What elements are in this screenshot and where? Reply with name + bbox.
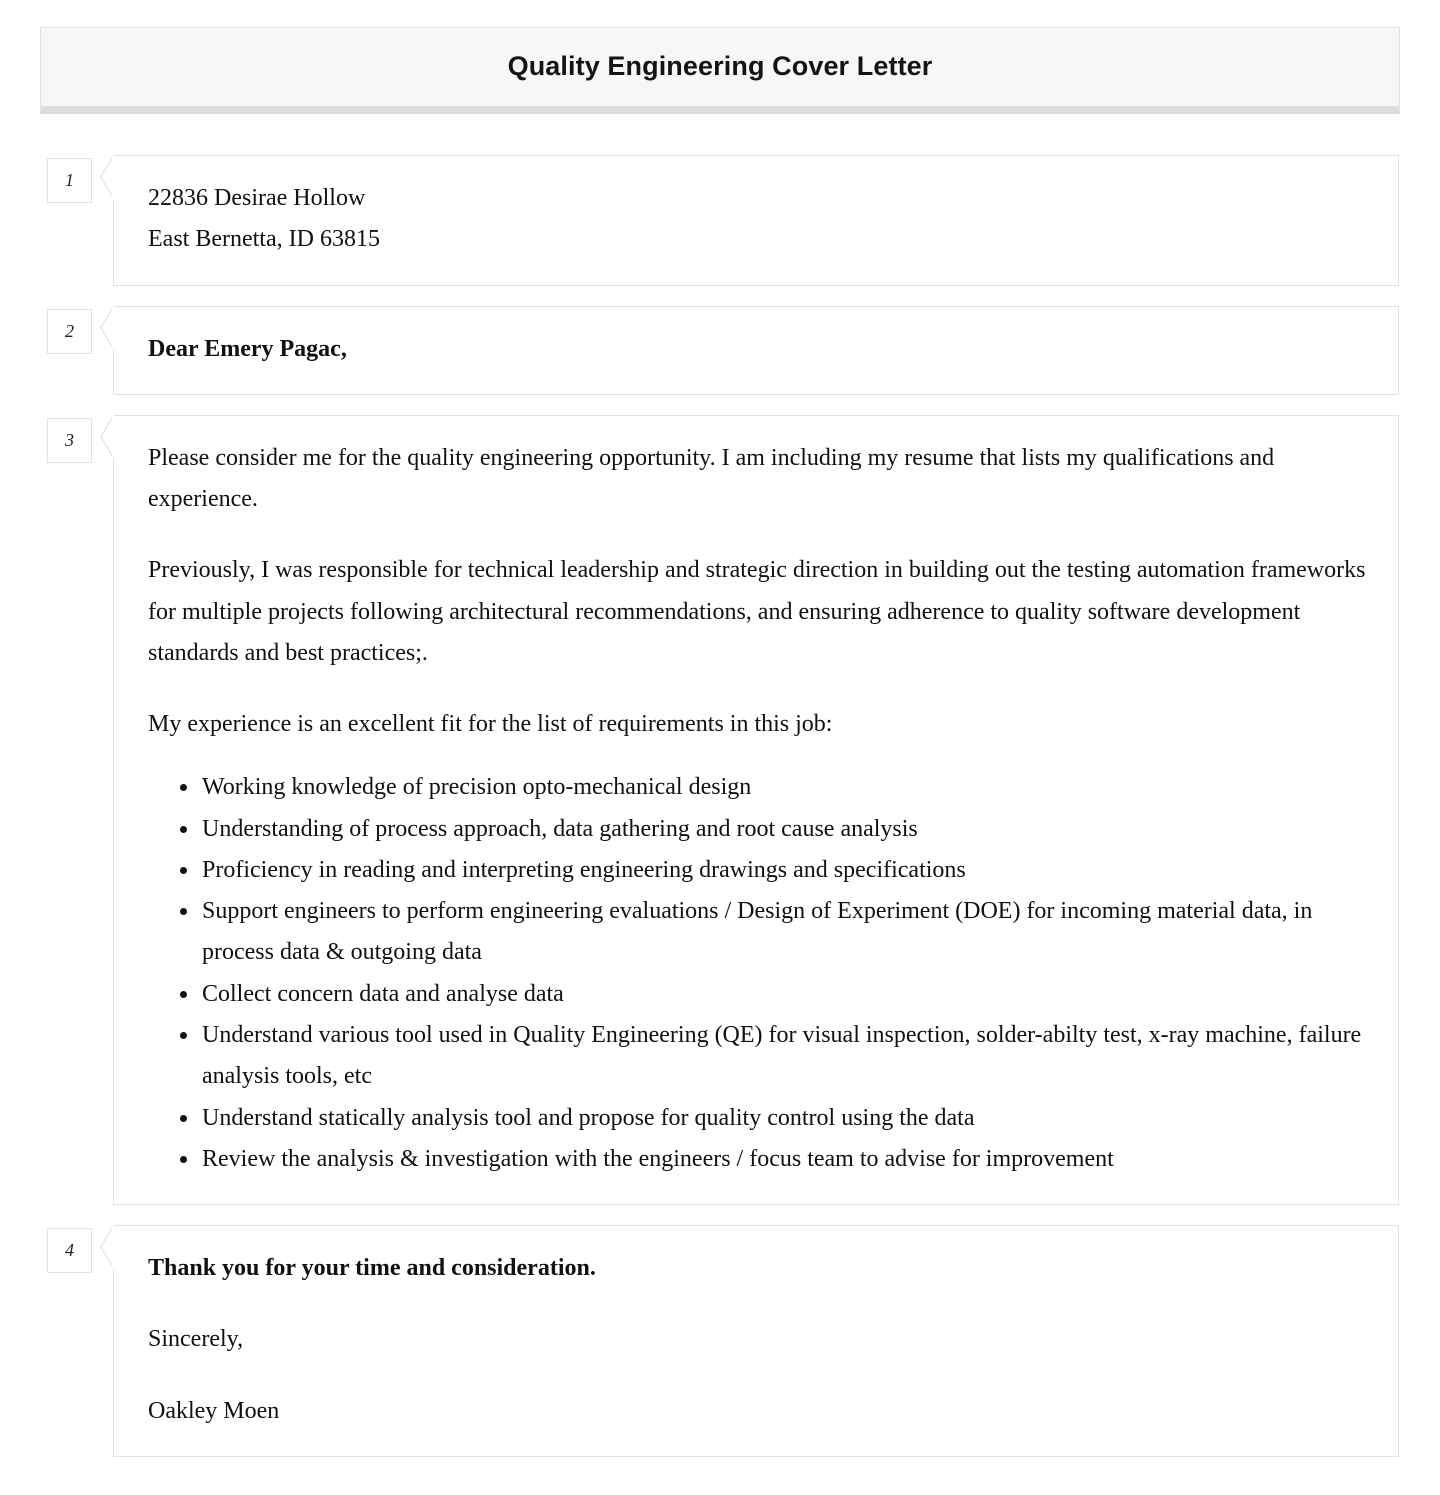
callout-notch-icon <box>100 155 114 199</box>
list-item: • Collect concern data and analyse data <box>200 974 1372 1015</box>
body-paragraph-3: My experience is an excellent fit for the list of requirements in this job: <box>148 711 833 738</box>
section-closing <box>0 1225 1440 1457</box>
section-content-box-1[interactable] <box>113 155 1399 286</box>
address-line-1: 22836 Desirae Hollow <box>148 185 366 211</box>
section-letter-body <box>0 415 1440 1205</box>
salutation-text: Dear Emery Pagac, <box>148 335 347 362</box>
sections-container <box>0 155 1440 1477</box>
callout-notch-icon <box>100 415 114 459</box>
list-item: • Understanding of process approach, data gathering and root cause analysis <box>200 809 1372 850</box>
address-line-2: East Bernetta, ID 63815 <box>148 226 380 253</box>
requirements-list <box>148 767 1372 1180</box>
page-title: Quality Engineering Cover Letter <box>507 51 933 81</box>
section-salutation <box>0 306 1440 395</box>
list-item: • Working knowledge of precision opto-mechanical design <box>200 767 1372 808</box>
body-paragraph-1: Please consider me for the quality engineering opportunity. I am including my resume that lists my qualifications and experience. <box>148 444 1275 513</box>
section-number-badge-4: 4 <box>47 1228 92 1273</box>
list-item: • Understand various tool used in Quality Engineering (QE) for visual inspection, solder-abilty test, x-ray machine, failure analysis tools, etc <box>200 1015 1372 1098</box>
callout-notch-icon <box>100 306 114 350</box>
list-item: • Support engineers to perform engineering evaluations / Design of Experiment (DOE) for incoming material data, in process data & outgoing data <box>200 891 1372 974</box>
closing-signoff: Sincerely, <box>148 1326 244 1353</box>
body-paragraph-2: Previously, I was responsible for technical leadership and strategic direction in building out the testing automation frameworks for multiple projects following architectural recommendations, and ensuring adherence to quality software development standards and best practices;. <box>148 557 1366 666</box>
section-number-badge-1: 1 <box>47 158 92 203</box>
section-content-box-3[interactable] <box>113 415 1399 1205</box>
section-sender-address <box>0 155 1440 286</box>
closing-signature: Oakley Moen <box>148 1397 280 1424</box>
callout-notch-icon <box>100 1225 114 1269</box>
list-item: • Proficiency in reading and interpreting engineering drawings and specifications <box>200 850 1372 891</box>
list-item: • Understand statically analysis tool and propose for quality control using the data <box>200 1098 1372 1139</box>
list-item: • Review the analysis & investigation with the engineers / focus team to advise for improvement <box>200 1139 1372 1180</box>
section-number-badge-3: 3 <box>47 418 92 463</box>
section-number-badge-2: 2 <box>47 309 92 354</box>
closing-thanks: Thank you for your time and consideration. <box>148 1255 596 1282</box>
section-content-box-2[interactable] <box>113 306 1399 395</box>
section-content-box-4[interactable] <box>113 1225 1399 1457</box>
document-header <box>40 27 1400 114</box>
